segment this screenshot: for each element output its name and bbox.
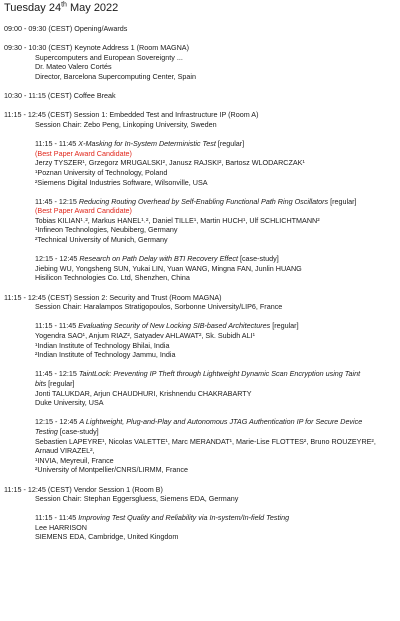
paper-authors-cont: Arnaud VIRAZEL², [35,446,95,456]
paper-title-cont: bits [35,378,47,388]
paper-authors: Sebastien LAPEYRE¹, Nicolas VALETTE¹, Marc MERANDAT¹, Marie-Lise FLOTTES², Bruno ROUZEYRE², [35,436,376,446]
day-title: Tuesday 24th May 2022 [4,1,119,14]
paper-affiliation: ¹Infineon Technologies, Neubiberg, Germany [35,225,178,235]
paper-affiliation: SIEMENS EDA, Cambridge, United Kingdom [35,532,179,542]
keynote-talk: Supercomputers and European Sovereignty ... [35,52,183,62]
keynote-speaker: Dr. Mateo Valero Cortés [35,62,112,72]
paper-title: Improving Test Quality and Reliability via In-system/In-field Testing [78,513,290,523]
paper-authors: Yogendra SAO¹, Anjum RIAZ², Satyadev AHLAWAT², Sk. Subidh ALI¹ [35,331,255,340]
session1-entry [4,110,400,283]
session1-paper-1: 11:15 - 11:45 X-Masking for In-System Deterministic Test [regular] (Best Paper Award Candidate) Jerzy TYSZER¹, Grzegorz MRUGALSKI², Janusz RAJSKI², Bartosz WLODARCZAK¹ ¹Poznan University of Technology, Poland ²Siemens Digital Industries Software, Wilsonville, USA [4,139,400,187]
paper-affiliation: ²Indian Institute of Technology Jammu, India [35,350,176,360]
vendor-chair: Session Chair: Stephan Eggersgluess, Siemens EDA, Germany [35,494,239,504]
keynote-name: Keynote Address 1 [74,43,135,53]
paper-title: A Lightweight, Plug-and-Play and Autonomous JTAG Authentication IP for Secure Device [79,417,363,427]
session1-header: 11:15 - 12:45 (CEST) Session 1: Embedded Test and Infrastructure IP (Room A) [4,110,259,120]
paper-authors: Jerzy TYSZER¹, Grzegorz MRUGALSKI², Janusz RAJSKI², Bartosz WLODARCZAK¹ [35,158,305,168]
break-time: 10:30 - 11:15 (CEST) Coffee Break [4,91,116,101]
paper-authors: Tobias KILIAN¹˒², Markus HANEL¹˒², Daniel TILLE¹, Martin HUCH¹, Ulf SCHLICHTMANN² [35,215,320,225]
paper-affiliation: ¹INVIA, Meyreuil, France [35,455,114,465]
session2-header: 11:15 - 12:45 (CEST) Session 2: Security and Trust (Room MAGNA) [4,292,222,302]
session2-entry [4,293,400,475]
paper-authors: Jiebing WU, Yongsheng SUN, Yukai LIN, Yuan WANG, Mingna FAN, Junlin HUANG [35,263,302,273]
opening-entry [4,24,400,34]
paper-affiliation: Hisilicon Technologies Co. Ltd, Shenzhen, China [35,273,190,283]
paper-title: TaintLock: Preventing IP Theft through Lightweight Dynamic Scan Encryption using Taint [78,369,361,379]
session2-paper-2: 11:45 - 12:15 TaintLock: Preventing IP Theft through Lightweight Dynamic Scan Encryption using Taint bits [regular] Jonti TALUKDAR, Arjun CHAUDHURI, Krishnendu CHAKRABARTY Duke University, USA [4,369,400,407]
paper-affiliation: ²University of Montpellier/CNRS/LIRMM, France [35,465,188,475]
paper-affiliation: ¹Indian Institute of Technology Bhilai, India [35,340,170,350]
opening-time: 09:00 - 09:30 (CEST) Opening/Awards [4,24,128,33]
paper-affiliation: ²Technical University of Munich, Germany [35,235,168,245]
session2-paper-1: 11:15 - 11:45 Evaluating Security of New Locking SIB-based Architectures [regular] Yogendra SAO¹, Anjum RIAZ², Satyadev AHLAWAT², Sk. Subidh ALI¹ ¹Indian Institute of Technology Bhilai, India ²Indian Institute of Technology Jammu, India [4,321,400,359]
award-label: (Best Paper Award Candidate) [35,206,132,216]
paper-title-cont: Testing [35,426,58,436]
session1-paper-2: 11:45 - 12:15 Reducing Routing Overhead by Self-Enabling Functional Path Ring Oscillators [regular] (Best Paper Award Candidate) Tobias KILIAN¹˒², Markus HANEL¹˒², Daniel TILLE¹, Martin HUCH¹, Ulf SCHLICHTMANN² ¹Infineon Technologies, Neubiberg, Germany ²Technical University of Munich, Germany [4,197,400,245]
paper-authors: Jonti TALUKDAR, Arjun CHAUDHURI, Krishnendu CHAKRABARTY [35,388,252,398]
session1-chair: Session Chair: Zebo Peng, Linkoping University, Sweden [35,119,217,129]
vendor-paper-1: 11:15 - 11:45 Improving Test Quality and Reliability via In-system/In-field Testing Lee HARRISON SIEMENS EDA, Cambridge, United Kingdom [4,513,400,542]
keynote-entry [4,43,400,81]
session2-paper-3: 12:15 - 12:45 A Lightweight, Plug-and-Play and Autonomous JTAG Authentication IP for Secure Device Testing [case-study] Sebastien LAPEYRE¹, Nicolas VALETTE¹, Marc MERANDAT¹, Marie-Lise FLOTTES², Bruno ROUZEYRE², Arnaud VIRAZEL², ¹INVIA, Meyreuil, France ²University of Montpellier/CNRS/LIRMM, France [4,417,400,475]
paper-speaker: Lee HARRISON [35,522,87,532]
vendor-name: Vendor Session 1 [73,484,131,494]
session1-paper-3: 12:15 - 12:45 Research on Path Delay with BTI Recovery Effect [case-study] Jiebing WU, Yongsheng SUN, Yukai LIN, Yuan WANG, Mingna FAN, Junlin HUANG Hisilicon Technologies Co. Ltd, Shenzhen, China [4,254,400,283]
vendor-header: 11:15 - 12:45 (CEST) Vendor Session 1 (Room B) [4,484,163,494]
break-entry [4,91,400,101]
paper-affiliation: ²Siemens Digital Industries Software, Wilsonville, USA [35,177,208,187]
session1-name: Session 1: Embedded Test and Infrastructure IP [73,110,227,120]
paper-affiliation: Duke University, USA [35,398,104,408]
session2-name: Session 2: Security and Trust [73,292,168,302]
session2-chair: Session Chair: Haralampos Stratigopoulos, Sorbonne University/LIP6, France [35,302,283,312]
award-label: (Best Paper Award Candidate) [35,148,132,158]
paper-title: Research on Path Delay with BTI Recovery Effect [79,254,238,264]
paper-title: Reducing Routing Overhead by Self-Enabling Functional Path Ring Oscillators [78,196,329,206]
vendor-entry [4,485,400,543]
paper-title: Evaluating Security of New Locking SIB-based Architectures [78,321,271,331]
paper-affiliation: ¹Poznan University of Technology, Poland [35,167,168,177]
keynote-header: 09:30 - 10:30 (CEST) Keynote Address 1 (Room MAGNA) [4,43,189,53]
keynote-affiliation: Director, Barcelona Supercomputing Center, Spain [35,71,197,81]
paper-title: X-Masking for In-System Deterministic Test [78,139,216,149]
